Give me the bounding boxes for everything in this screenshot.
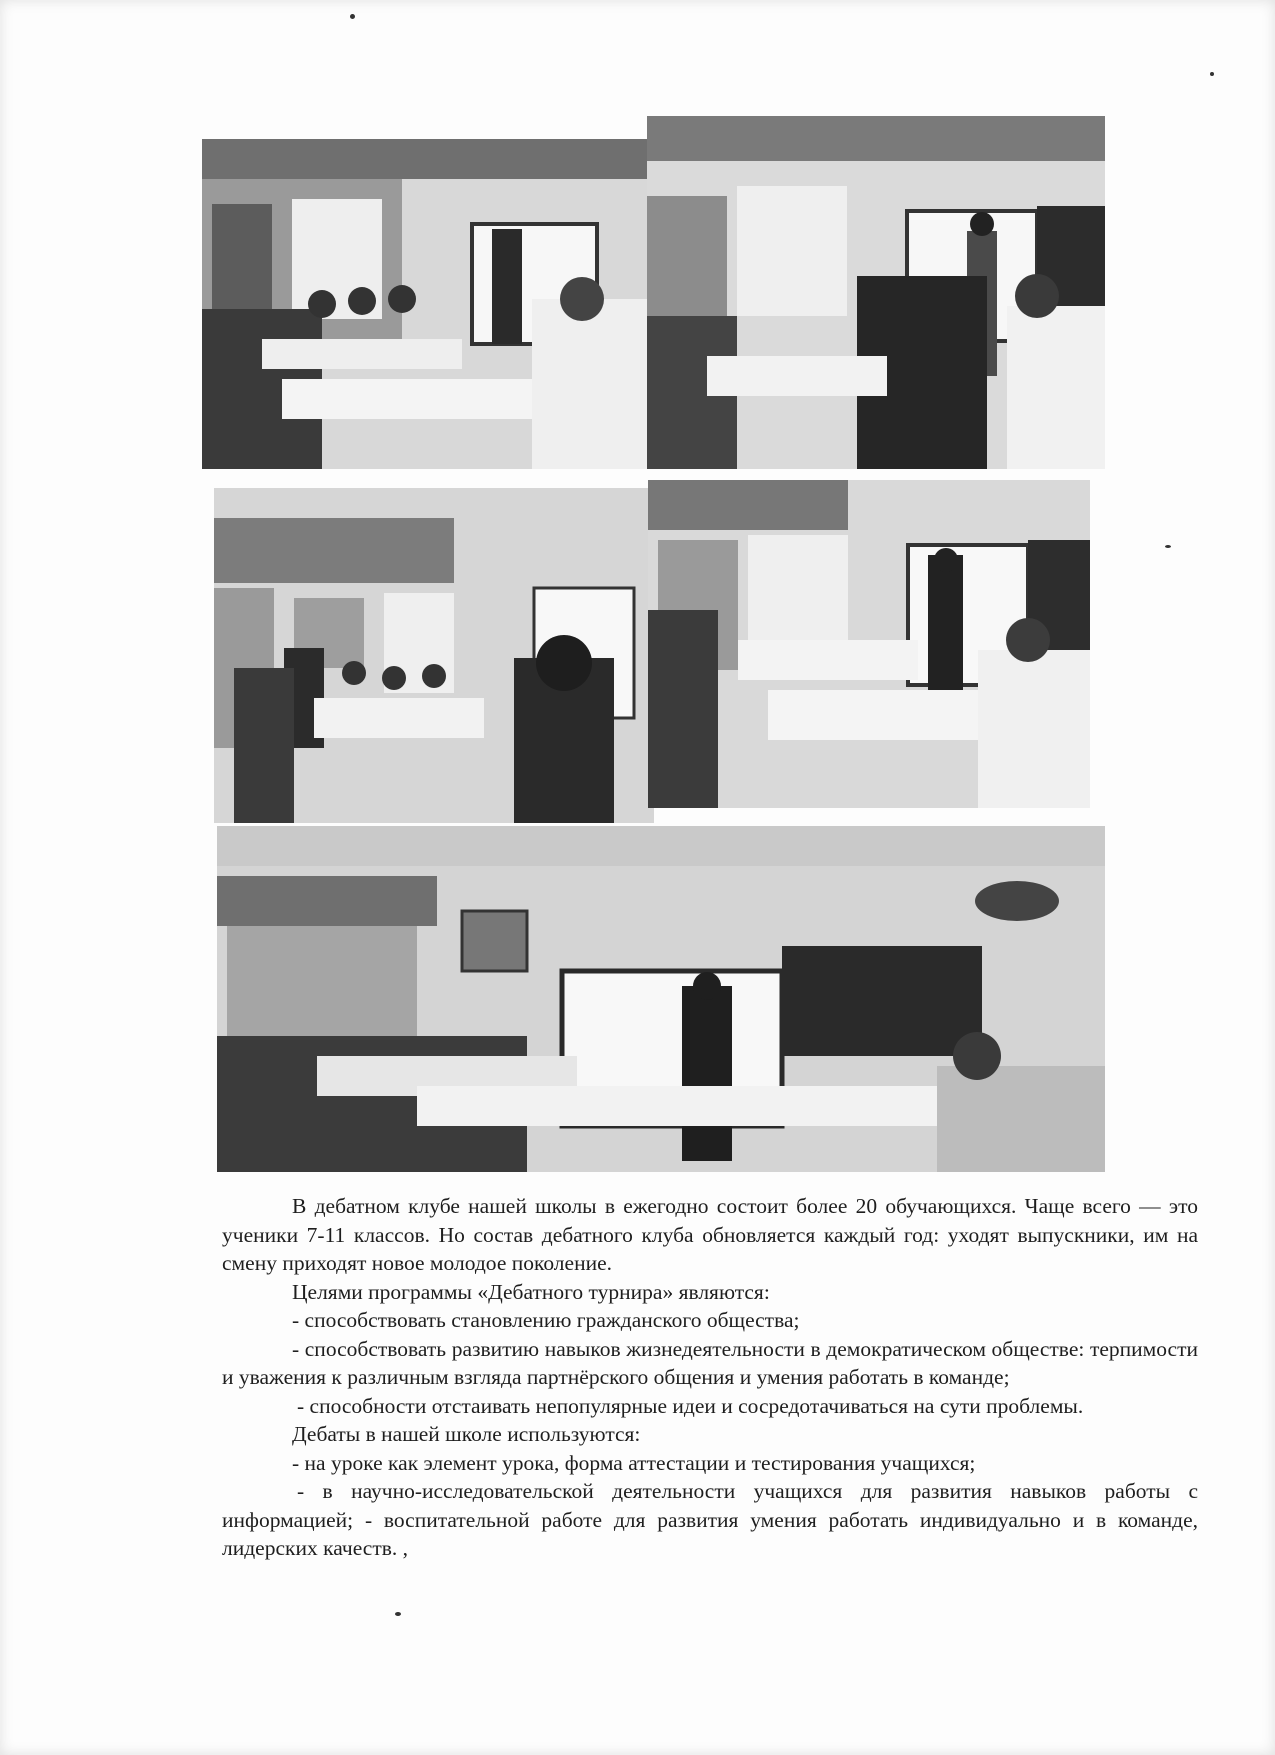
paragraph-usage-heading: Дебаты в нашей школе используются: xyxy=(292,1422,641,1446)
document-text xyxy=(222,1192,1198,1563)
photo-classroom-debate-4 xyxy=(648,480,1090,808)
scan-speck xyxy=(395,1612,401,1616)
paragraph-intro: В дебатном клубе нашей школы в ежегодно состоит более 20 обучающихся. Чаще всего — это ученики 7-11 классов. Но состав дебатного клуба обновляется каждый год: уходят выпускники, им на смену приходят новое молодое поколение. xyxy=(222,1194,1198,1275)
scan-speck xyxy=(1165,545,1171,548)
paragraph-goals-heading: Целями программы «Дебатного турнира» являются: xyxy=(292,1279,770,1304)
photo-classroom-debate-2 xyxy=(647,116,1105,469)
list-item-goal-2: - способствовать развитию навыков жизнедеятельности в демократическом обществе: терпимости и уважения к различным взгляда партнёрского общения и умения работать в команде; xyxy=(222,1336,1198,1389)
list-item-goal-3: - способности отстаивать непопулярные идеи и сосредотачиваться на сути проблемы. xyxy=(297,1393,1084,1418)
list-item-goal-1: - способствовать становлению гражданского общества; xyxy=(292,1308,800,1332)
photo-classroom-debate-1 xyxy=(202,139,647,469)
scan-speck xyxy=(1210,72,1214,76)
list-item-usage-2: - в научно-исследовательской деятельности учащихся для развития навыков работы с информацией; - воспитательной работе для развития умения работать индивидуально и в команде, лидерских качеств. , xyxy=(222,1479,1198,1560)
scan-speck xyxy=(350,14,355,19)
photo-classroom-debate-5 xyxy=(217,826,1105,1172)
photo-classroom-debate-3 xyxy=(214,488,654,823)
list-item-usage-1: - на уроке как элемент урока, форма аттестации и тестирования учащихся; xyxy=(292,1450,976,1475)
